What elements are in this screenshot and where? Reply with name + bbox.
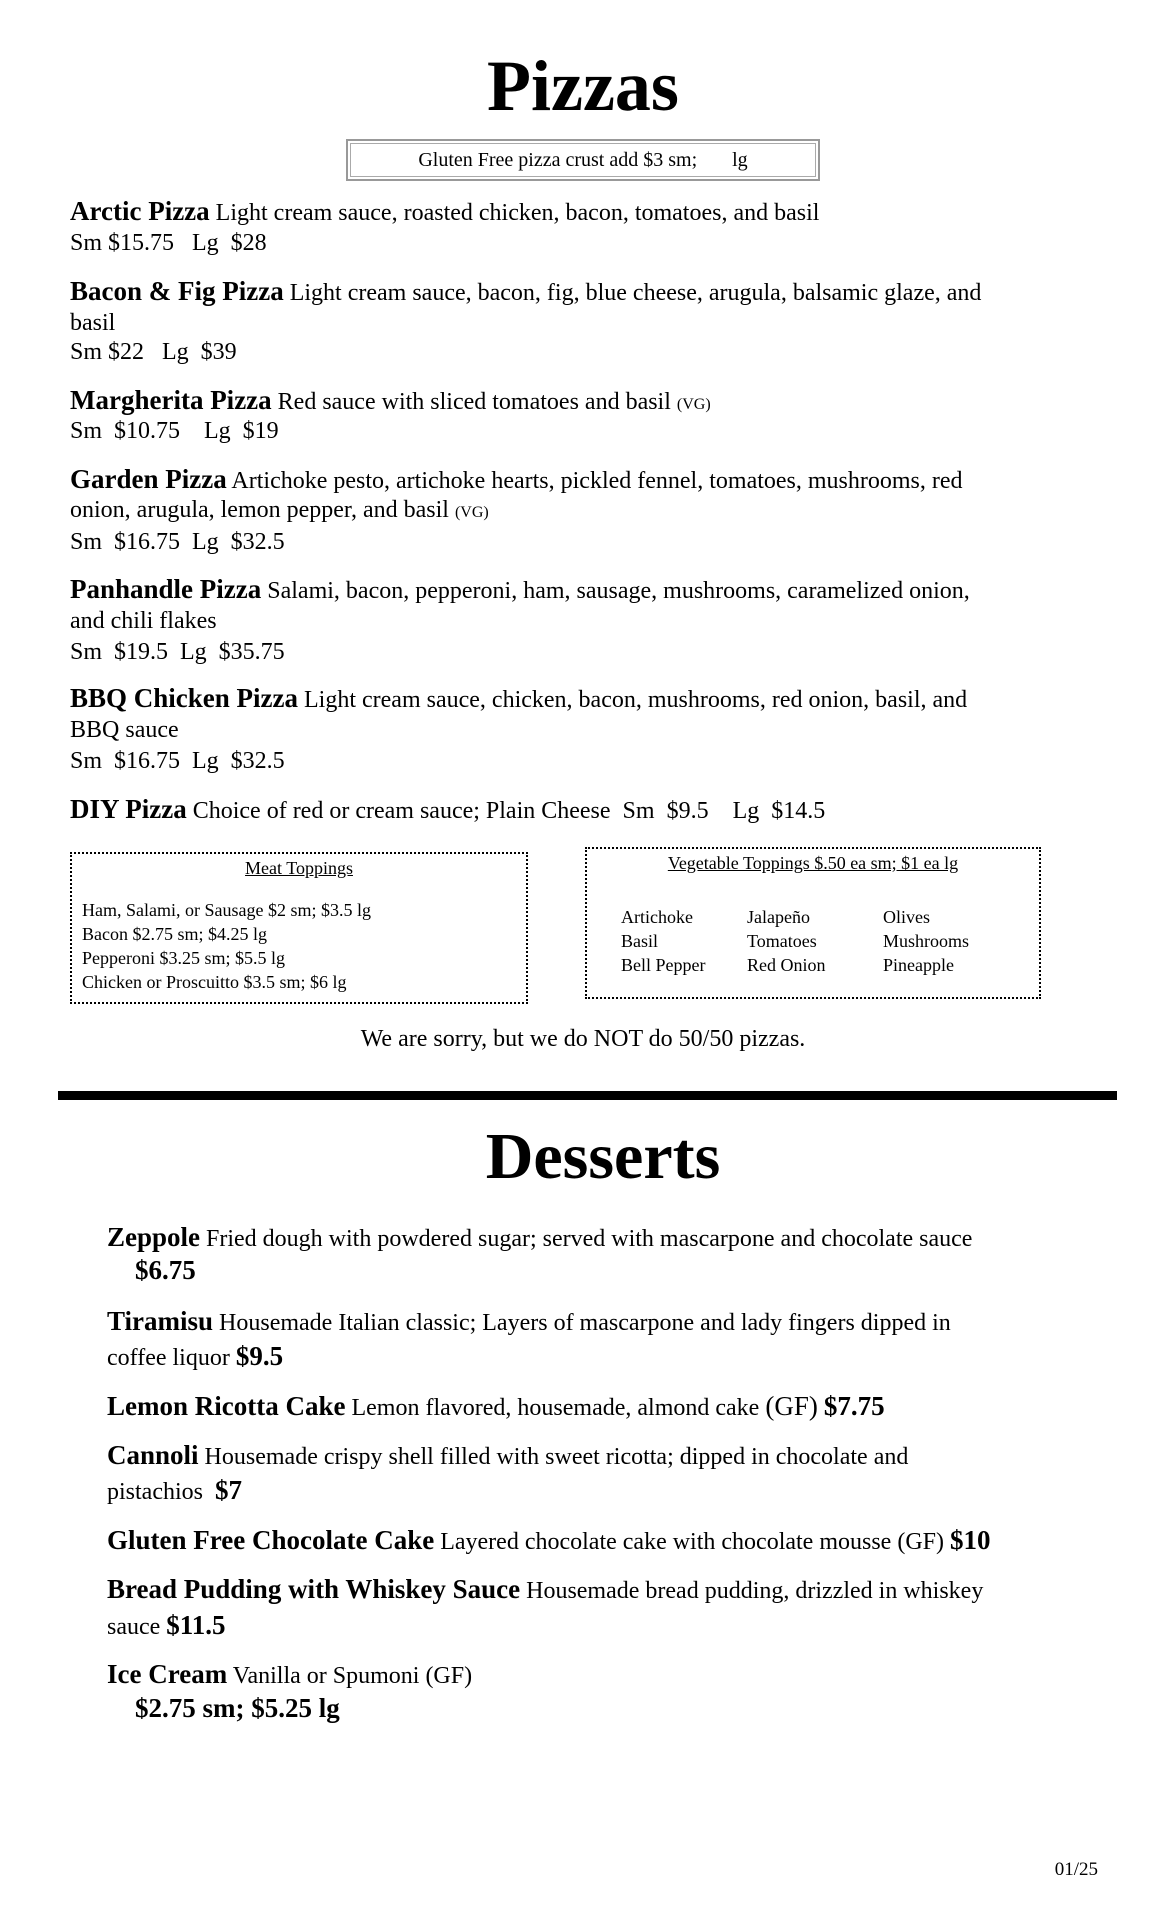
vegetarian-tag: (VG) <box>454 504 489 521</box>
item-name: DIY Pizza <box>70 794 187 824</box>
item-desc: Light cream sauce, roasted chicken, bacon, tomatoes, and basil <box>215 200 820 226</box>
item-desc: Housemade Italian classic; Layers of mascarpone and lady fingers dipped in <box>219 1310 951 1336</box>
topping-item: Pepperoni $3.25 sm; $5.5 lg <box>82 948 285 968</box>
vegetarian-tag: (VG) <box>676 396 711 413</box>
item-price: Sm $16.75 Lg $32.5 <box>70 748 285 774</box>
topping-item: Bell Pepper <box>621 955 706 975</box>
desserts-title: Desserts <box>485 1120 721 1193</box>
dessert-gf-chocolate-cake <box>107 1525 991 1557</box>
no-half-pizza-note: We are sorry, but we do NOT do 50/50 pizzas. <box>360 1026 806 1052</box>
item-desc: Salami, bacon, pepperoni, ham, sausage, mushrooms, caramelized onion, <box>267 578 970 604</box>
gluten-free-tag: (GF) <box>765 1391 818 1421</box>
item-name: Bread Pudding with Whiskey Sauce <box>107 1574 521 1604</box>
item-desc-cont <box>107 1475 242 1507</box>
meat-toppings-heading: Meat Toppings <box>245 858 353 878</box>
dessert-lemon-ricotta <box>107 1391 885 1423</box>
item-price: $11.5 <box>166 1610 226 1640</box>
dessert-ice-cream <box>107 1659 472 1691</box>
topping-item: Artichoke <box>621 907 693 927</box>
dessert-bread-pudding <box>107 1574 983 1606</box>
menu-item-margherita <box>70 385 711 420</box>
item-desc: Fried dough with powdered sugar; served with mascarpone and chocolate sauce <box>206 1226 973 1252</box>
topping-item: Olives <box>883 907 930 927</box>
item-desc: Vanilla or Spumoni (GF) <box>232 1663 473 1689</box>
item-desc: Light cream sauce, chicken, bacon, mushrooms, red onion, basil, and <box>304 687 968 713</box>
item-desc-cont <box>107 1610 226 1642</box>
item-price: Sm $15.75 Lg $28 <box>70 230 267 256</box>
item-name: Garden Pizza <box>70 464 227 494</box>
item-desc-cont: BBQ sauce <box>70 717 179 743</box>
item-price: $7.75 <box>823 1391 885 1421</box>
dessert-zeppole <box>107 1222 972 1254</box>
item-price: $10 <box>950 1525 991 1555</box>
item-desc: Layered chocolate cake with chocolate mousse (GF) <box>440 1529 944 1555</box>
item-price: Sm $10.75 Lg $19 <box>70 418 279 444</box>
menu-item-arctic <box>70 196 819 228</box>
dessert-cannoli <box>107 1440 908 1472</box>
item-name: Lemon Ricotta Cake <box>107 1391 346 1421</box>
item-price: Sm $16.75 Lg $32.5 <box>70 529 285 555</box>
menu-item-garden <box>70 464 963 496</box>
topping-item: Tomatoes <box>747 931 817 951</box>
item-price: $9.5 <box>235 1341 284 1371</box>
item-name: Bacon & Fig Pizza <box>70 276 284 306</box>
topping-item: Red Onion <box>747 955 826 975</box>
topping-item: Ham, Salami, or Sausage $2 sm; $3.5 lg <box>82 900 371 920</box>
gluten-free-note: Gluten Free pizza crust add $3 sm; lg <box>346 139 820 181</box>
item-desc-cont: basil <box>70 310 116 336</box>
item-desc: pistachios <box>107 1479 203 1505</box>
dessert-tiramisu <box>107 1306 951 1338</box>
vegetable-toppings-heading: Vegetable Toppings $.50 ea sm; $1 ea lg <box>667 853 959 873</box>
item-desc: sauce <box>107 1614 161 1640</box>
item-name: Margherita Pizza <box>70 385 272 415</box>
topping-item: Chicken or Proscuitto $3.5 sm; $6 lg <box>82 972 347 992</box>
topping-item: Bacon $2.75 sm; $4.25 lg <box>82 924 267 944</box>
item-desc: Housemade bread pudding, drizzled in whiskey <box>526 1578 984 1604</box>
item-price: $2.75 sm; $5.25 lg <box>135 1693 340 1723</box>
item-desc-cont <box>107 1341 283 1373</box>
item-price: Sm $22 Lg $39 <box>70 339 237 365</box>
topping-item: Pineapple <box>883 955 954 975</box>
menu-date: 01/25 <box>1054 1859 1098 1880</box>
topping-item: Jalapeño <box>747 907 810 927</box>
item-name: Tiramisu <box>107 1306 214 1336</box>
item-name: Zeppole <box>107 1222 201 1252</box>
item-desc-cont: and chili flakes <box>70 608 217 634</box>
item-name: Arctic Pizza <box>70 196 210 226</box>
meat-toppings-box <box>70 852 528 1004</box>
item-desc: Red sauce with sliced tomatoes and basil <box>277 389 671 415</box>
menu-item-bacon-fig <box>70 276 981 308</box>
vegetable-toppings-box <box>585 847 1041 999</box>
item-desc: Housemade crispy shell filled with sweet ricotta; dipped in chocolate and <box>204 1444 909 1470</box>
topping-item: Basil <box>621 931 659 951</box>
topping-item: Mushrooms <box>883 931 970 951</box>
item-name: Panhandle Pizza <box>70 574 262 604</box>
item-desc: coffee liquor <box>107 1345 230 1371</box>
item-name: Gluten Free Chocolate Cake <box>107 1525 435 1555</box>
item-desc: Choice of red or cream sauce; Plain Cheese Sm $9.5 Lg $14.5 <box>192 798 826 824</box>
item-desc-cont <box>70 495 489 528</box>
item-price: $6.75 <box>135 1255 196 1285</box>
menu-item-panhandle <box>70 574 970 606</box>
item-desc: Light cream sauce, bacon, fig, blue cheese, arugula, balsamic glaze, and <box>289 280 982 306</box>
section-divider <box>58 1091 1117 1100</box>
item-price: $7 <box>215 1475 242 1505</box>
menu-item-bbq-chicken <box>70 683 967 715</box>
item-name: Ice Cream <box>107 1659 228 1689</box>
item-desc: Lemon flavored, housemade, almond cake <box>351 1395 760 1421</box>
item-desc: Artichoke pesto, artichoke hearts, pickled fennel, tomatoes, mushrooms, red <box>231 468 963 494</box>
item-name: Cannoli <box>107 1440 199 1470</box>
item-name: BBQ Chicken Pizza <box>70 683 298 713</box>
item-desc: onion, arugula, lemon pepper, and basil <box>70 497 449 523</box>
menu-item-diy <box>70 794 825 826</box>
item-price: Sm $19.5 Lg $35.75 <box>70 639 285 665</box>
pizzas-title: Pizzas <box>487 46 679 126</box>
